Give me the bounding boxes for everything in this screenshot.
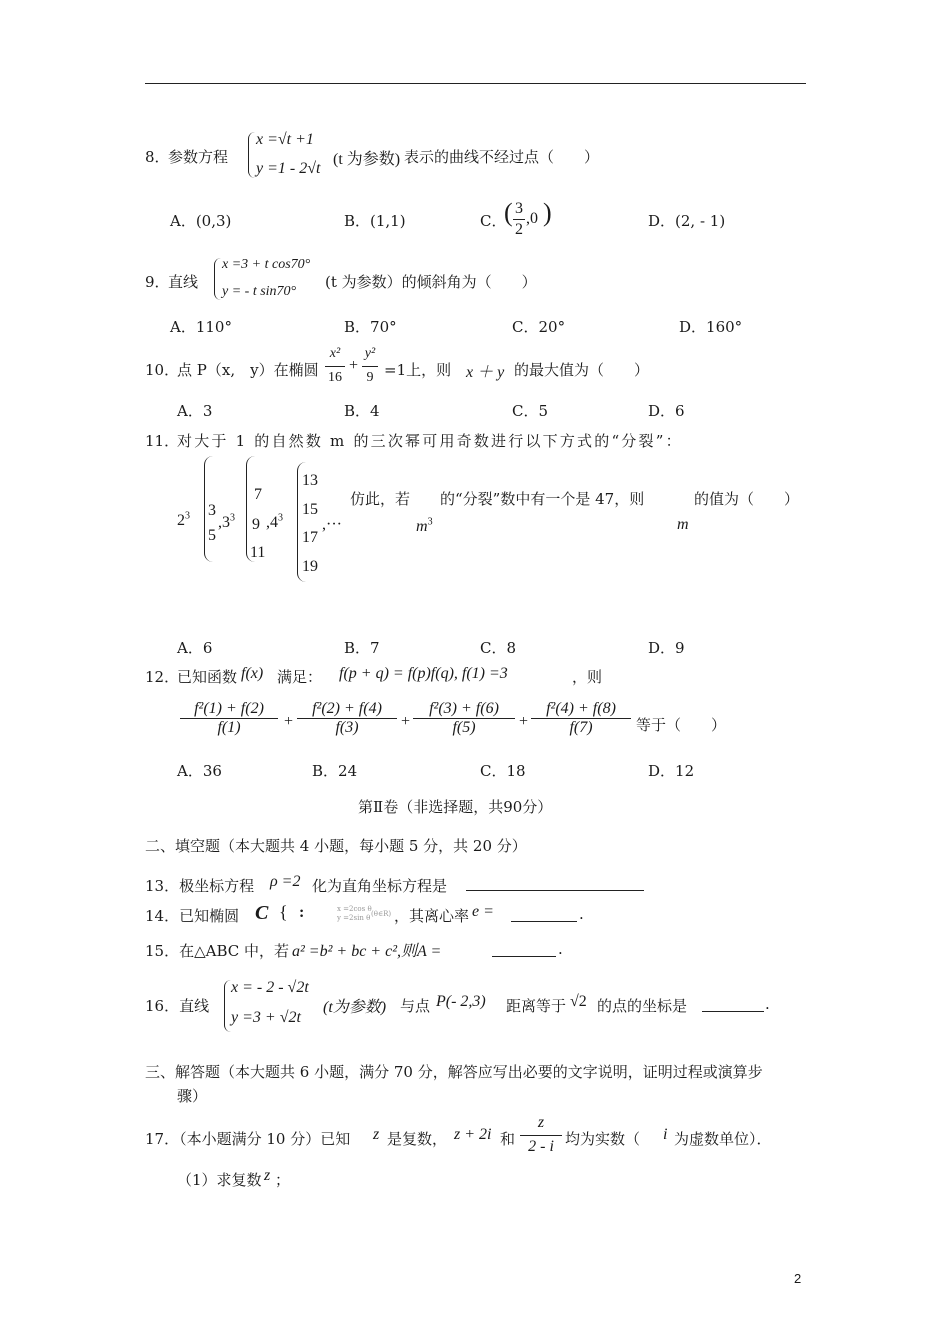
q9-option-b: B．70° [344,318,397,336]
q17-frac-num: z [537,1114,545,1131]
header-rule [145,83,806,84]
q16-mid2: 距离等于 [506,997,567,1015]
q12-term-4-num: f²(4) + f(8) [531,700,631,719]
q10-frac2-num: y² [364,346,376,361]
q15-eq: a² =b² + bc + c²,则A = [292,943,442,960]
q14-small-eq2: y =2sin θ [337,914,371,922]
q17-frac-den: 2 - i [528,1138,554,1155]
q9-eq1: x =3 + t cos70° [222,257,311,272]
q14-brace-mark: { [279,902,288,922]
q10-option-b: B．4 [344,402,380,420]
q17-text: 17．（本小题满分 10 分）已知 [145,1130,351,1148]
q14-answer-blank [511,904,577,922]
q11-base-3 [218,514,235,532]
q8-option-c-paren-right: ) [543,198,552,227]
q12-term-2 [297,700,397,737]
q10-option-c: C．5 [512,402,549,420]
q12-option-b: B．24 [312,762,358,780]
q8-lead: 参数方程 [168,148,229,166]
q11-g2-0: 3 [208,502,216,519]
q12-term-4-den: f(7) [569,719,593,736]
q11-lead: 对大于 1 的自然数 m 的三次幂可用奇数进行以下方式的“分裂”： [177,432,683,450]
q9-option-c: C．20° [512,318,566,336]
q14-small-param: (θ∈R) [371,910,392,918]
q10-frac1-bar [325,366,345,367]
q14-curve: C [255,902,269,924]
q11-exp-4: 3 [278,512,283,524]
q17-and: 和 [500,1130,516,1148]
q17-sub1-end: ； [275,1171,291,1189]
q11-g2-1: 5 [208,527,216,544]
q11-g4-0: 13 [302,472,318,489]
q11-m-cubed-exp: 3 [427,516,433,528]
q8-option-c-bar [513,219,525,220]
q11-dots: ,··· [322,516,342,533]
q12-option-a: A．36 [177,762,222,780]
q11-m: m [677,516,689,533]
q11-g3-0: 7 [254,486,262,503]
page-number: 2 [794,1271,802,1286]
q12-term-4 [531,700,631,737]
q14-colon: : [299,904,305,921]
q11-base-2 [177,512,190,530]
q10-frac1-den: 16 [328,370,342,385]
q17-sub1: （1）求复数 [177,1171,262,1189]
q16-param: (t为参数) [323,999,387,1016]
q12-term-2-num: f²(2) + f(4) [297,700,397,719]
q15-end: . [558,940,563,958]
q12-number: 12． [145,668,180,686]
q14-small-eq1: x =2cos θ [337,905,372,913]
q12-term-1-den: f(1) [217,719,241,736]
q12-plus-1: + [284,713,294,730]
q9-brace [214,258,221,300]
q12-term-3-num: f²(3) + f(6) [413,700,515,719]
q17-tail: 均为实数（ [565,1130,641,1148]
q12-fx: f(x) [241,665,264,682]
q11-tail1: 仿此，若 [350,490,411,508]
q11-base-4 [266,514,283,532]
q9-lead: 直线 [168,273,199,291]
q16-point: P(- 2,3) [436,993,486,1010]
q12-term-3 [413,700,515,737]
q11-base-2-num: 2 [177,512,185,529]
q9-option-d: D．160° [679,318,743,336]
q16-brace [224,980,231,1032]
q12-term-1 [180,700,278,737]
q8-eq2: y =1 - 2√t [256,160,321,177]
q11-g4-3: 19 [302,558,318,575]
section-2-heading: 二、填空题（本大题共 4 小题，每小题 5 分，共 20 分） [145,837,527,855]
q11-g4-1: 15 [302,501,318,518]
q12-option-d: D．12 [648,762,695,780]
q12-then: ，则 [572,668,603,686]
q11-base-4-num: ,4 [266,514,278,531]
q11-exp-2: 3 [185,510,190,522]
part2-title: 第Ⅱ卷（非选择题，共90分） [358,798,553,816]
q8-option-b: B．(1,1) [344,212,406,230]
q11-tail2: 的“分裂”数中有一个是 47，则 [440,490,645,508]
q12-lead: 已知函数 [177,668,238,686]
q8-eq1: x =√t +1 [256,131,314,148]
q11-g4-2: 17 [302,529,318,546]
q17-i: i [663,1126,668,1143]
q12-option-c: C．18 [480,762,526,780]
q16-eq2: y =3 + √2t [231,1009,301,1026]
q10-plus: + [349,357,359,374]
q8-option-c: C． [480,212,507,230]
q8-brace [248,132,255,178]
q9-option-a: A．110° [170,318,232,336]
q12-tail: 等于（ ） [636,716,727,734]
q13-tail: 化为直角坐标方程是 [312,877,448,895]
q10-frac2-den: 9 [366,370,374,385]
q16-answer-blank [702,994,764,1012]
q11-number: 11． [145,432,180,450]
section-3-heading-line2: 骤） [177,1087,208,1105]
q9-param: (t 为参数）的倾斜角为（ ） [325,273,537,291]
q11-g3-1: 9 [252,516,260,533]
q11-m-cubed [416,518,433,536]
q10-option-d: D．6 [648,402,685,420]
q10-tail: 的最大值为（ ） [514,361,650,379]
q14-e: e = [472,903,494,920]
q10-frac1-num: x² [329,346,341,361]
q13-eq: ρ =2 [270,873,301,890]
q14-text: 14．已知椭圆 [145,907,240,925]
q8-number: 8． [145,148,170,166]
q10-expr: x ＋ y [466,364,505,381]
q17-frac-bar [520,1135,562,1136]
q16-dist: √2 [570,993,587,1010]
q17-tail2: 为虚数单位）． [674,1130,772,1148]
q16-end: . [765,995,770,1013]
q11-exp-3: 3 [230,512,235,524]
q9-eq2: y = - t sin70° [222,284,297,299]
q12-relation: f(p + q) = f(p)f(q), f(1) =3 [339,665,508,682]
q16-tail: 的点的坐标是 [597,997,688,1015]
q10-lead: 点 P（x, y）在椭圆 [177,361,319,379]
q10-option-a: A．3 [177,402,213,420]
q14-end: . [579,905,584,923]
q10-frac2-bar [362,366,378,367]
section-3-heading-line1: 三、解答题（本大题共 6 小题，满分 70 分，解答应写出必要的文字说明，证明过程或演算步 [145,1063,763,1081]
q11-base-3-num: ,3 [218,514,230,531]
q16-eq1: x = - 2 - √2t [231,979,309,996]
q10-mid: =1上，则 [384,361,452,379]
q13-answer-blank [466,873,644,891]
q11-g3-2: 11 [250,544,266,561]
q12-term-2-den: f(3) [335,719,359,736]
q16-mid: 与点 [400,997,431,1015]
q8-option-c-den: 2 [515,221,523,238]
q8-option-c-paren-left: ( [504,198,513,227]
q8-option-c-num: 3 [515,200,523,217]
q12-plus-2: + [401,713,411,730]
q8-option-c-tail: ,0 [526,210,538,227]
q11-tail3: 的值为（ ） [694,490,800,508]
q10-number: 10． [145,361,180,379]
q17-expr1: z + 2i [454,1126,492,1143]
q11-option-a: A．6 [177,639,213,657]
q9-number: 9． [145,273,170,291]
q16-text: 16．直线 [145,997,210,1015]
q12-cond: 满足： [277,668,323,686]
q8-option-a: A．(0,3) [170,212,232,230]
q17-sub1-z: z [264,1167,271,1184]
q12-term-1-num: f²(1) + f(2) [180,700,278,719]
q11-option-c: C．8 [480,639,517,657]
q12-term-3-den: f(5) [452,719,476,736]
q8-option-d: D．(2, - 1) [648,212,726,230]
q13-text: 13．极坐标方程 [145,877,255,895]
q14-tail: ，其离心率 [394,907,470,925]
q8-param: (t 为参数) [333,151,401,168]
q11-option-b: B．7 [344,639,380,657]
q17-is: 是复数， [387,1130,448,1148]
q8-tail: 表示的曲线不经过点（ ） [404,148,600,166]
q17-z: z [373,1126,380,1143]
q11-m-cubed-var: m [416,518,428,535]
q12-plus-3: + [519,713,529,730]
q11-option-d: D．9 [648,639,685,657]
q15-text: 15．在△ABC 中，若 [145,942,290,960]
q15-answer-blank [492,939,556,957]
